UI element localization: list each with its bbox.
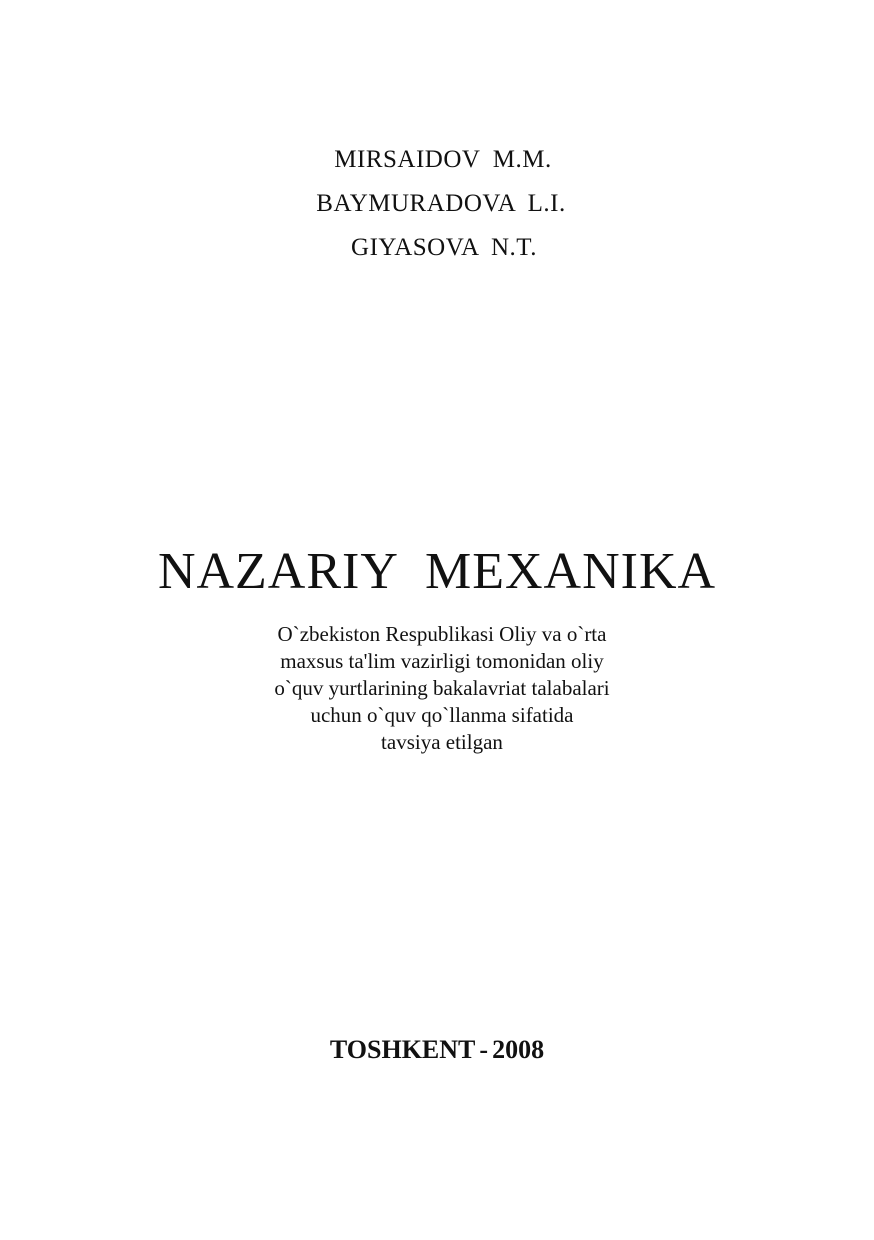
imprint <box>0 1030 874 1070</box>
author-name: MIRSAIDOV M.M. <box>334 146 552 173</box>
publication-year: 2008 <box>492 1035 545 1064</box>
author-list <box>0 138 874 270</box>
author-name: GIYASOVA N.T. <box>351 234 537 261</box>
author-name: BAYMURADOVA L.I. <box>316 190 566 217</box>
approval-line: O`zbekiston Respublikasi Oliy va o`rta <box>277 622 607 646</box>
approval-line: maxsus ta'lim vazirligi tomonidan oliy <box>280 649 604 673</box>
approval-statement <box>150 621 734 756</box>
approval-line: o`quv yurtlarining bakalavriat talabalari <box>274 676 610 700</box>
book-title: NAZARIY MEXANIKA <box>157 543 717 600</box>
publication-place: TOSHKENT <box>329 1035 476 1064</box>
imprint-separator: - <box>479 1035 489 1064</box>
approval-line: tavsiya etilgan <box>381 730 503 754</box>
approval-line: uchun o`quv qo`llanma sifatida <box>310 703 574 727</box>
